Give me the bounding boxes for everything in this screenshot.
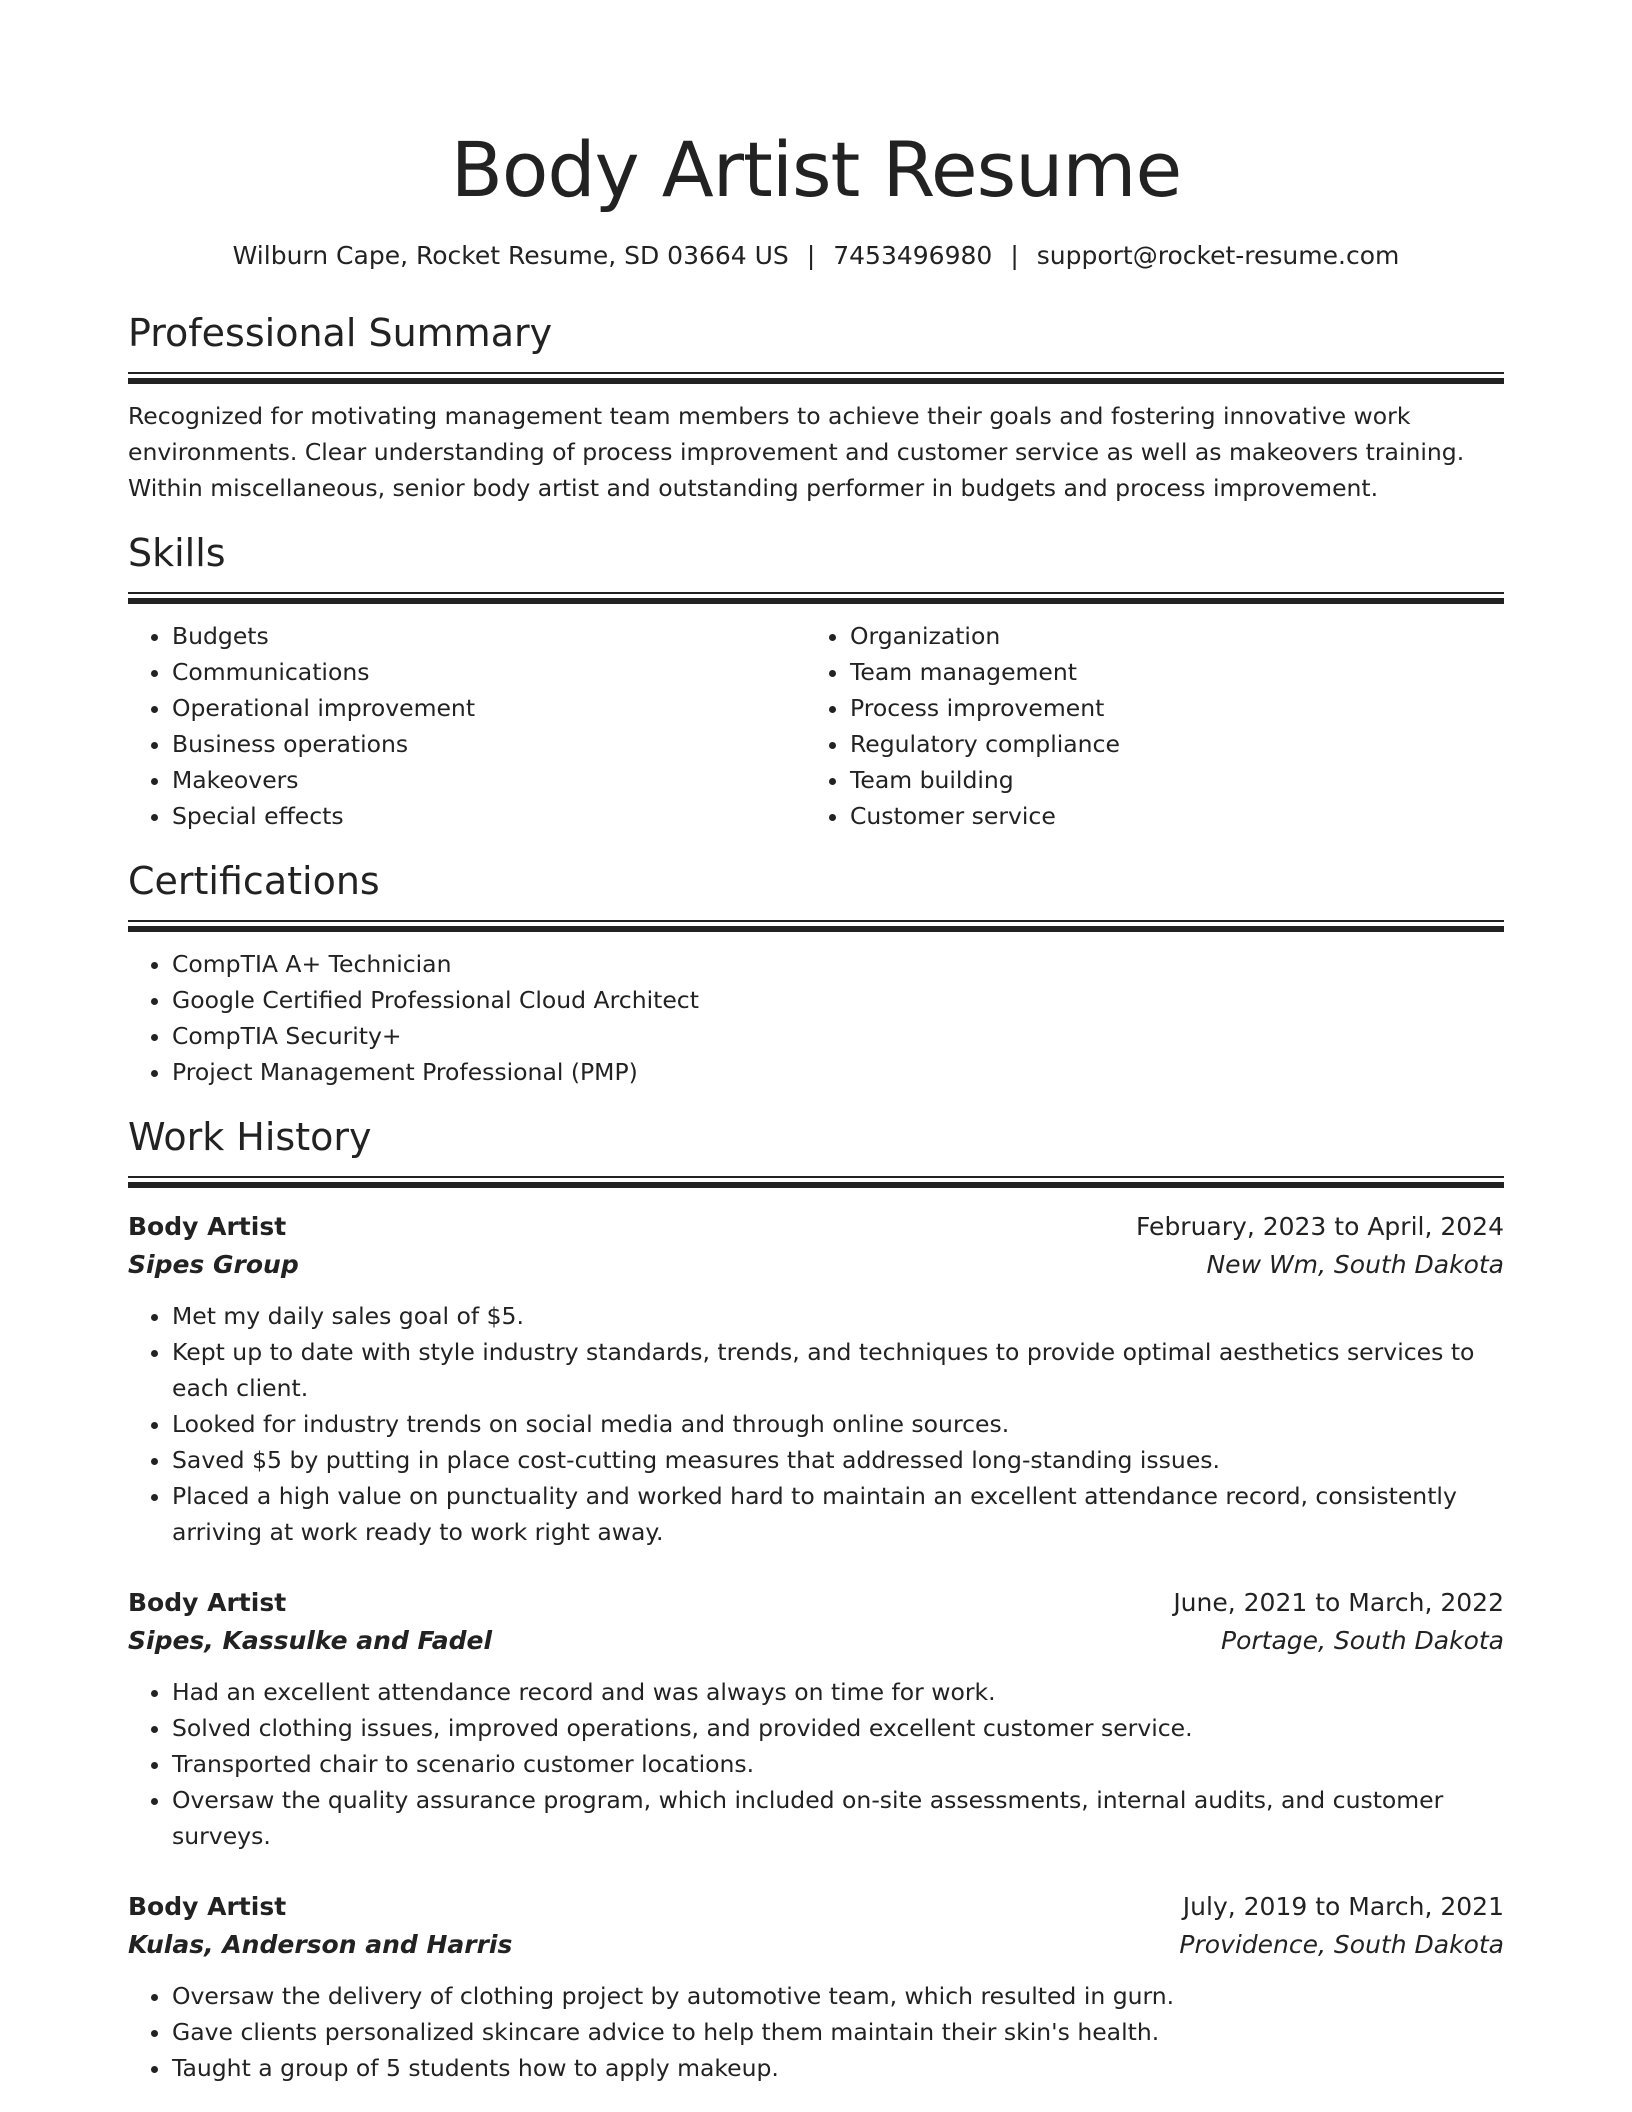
- job-header: [128, 1584, 1504, 1622]
- job-duty: • Oversaw the delivery of clothing project by automotive team, which resulted in gurn.: [172, 1978, 1504, 2014]
- job-duties: [128, 1978, 1504, 2086]
- job-duty: • Met my daily sales goal of $5.: [172, 1298, 1504, 1334]
- job-duty: • Placed a high value on punctuality and worked hard to maintain an excellent attendance record, consistently arriving at work ready to work right away.: [172, 1478, 1504, 1550]
- skills-section: [128, 528, 1504, 834]
- contact-line: [128, 238, 1504, 274]
- job-duties: [128, 1674, 1504, 1854]
- skill-item: • Special effects: [172, 798, 806, 834]
- job-duty: • Saved $5 by putting in place cost-cutting measures that addressed long-standing issues.: [172, 1442, 1504, 1478]
- job-duty: • Transported chair to scenario customer locations.: [172, 1746, 1504, 1782]
- skills-list-right: [806, 618, 1484, 834]
- job-dates: June, 2021 to March, 2022: [1173, 1588, 1504, 1617]
- job-title: Body Artist: [128, 1212, 287, 1241]
- job-duties: [128, 1298, 1504, 1550]
- job-duty: • Solved clothing issues, improved operations, and provided excellent customer service.: [172, 1710, 1504, 1746]
- skill-item: • Team management: [850, 654, 1484, 690]
- job-duty: • Had an excellent attendance record and was always on time for work.: [172, 1674, 1504, 1710]
- job-entry: [128, 1584, 1504, 1854]
- contact-separator: |: [1010, 241, 1019, 270]
- job-subheader: [128, 1926, 1504, 1964]
- job-location: Providence, South Dakota: [1179, 1930, 1504, 1959]
- contact-address: Wilburn Cape, Rocket Resume, SD 03664 US: [232, 241, 789, 270]
- section-divider: [128, 592, 1504, 604]
- section-divider: [128, 1176, 1504, 1188]
- skill-item: • Operational improvement: [172, 690, 806, 726]
- section-divider: [128, 372, 1504, 384]
- section-heading-certifications: Certifications: [128, 859, 380, 903]
- contact-email: support@rocket-resume.com: [1036, 241, 1400, 270]
- certifications-section: [128, 856, 1504, 1090]
- skill-item: • Communications: [172, 654, 806, 690]
- job-company: Sipes, Kassulke and Fadel: [128, 1626, 493, 1655]
- skill-item: • Regulatory compliance: [850, 726, 1484, 762]
- job-title: Body Artist: [128, 1588, 287, 1617]
- job-dates: February, 2023 to April, 2024: [1136, 1212, 1504, 1241]
- summary-section: [128, 308, 1504, 506]
- summary-text: Recognized for motivating management team members to achieve their goals and fostering innovative work environments. Clear understanding of process improvement and customer service as well as makeovers training. Within miscellaneous, senior body artist and outstanding performer in budgets and process improvement.: [128, 402, 1465, 502]
- section-heading-summary: Professional Summary: [128, 311, 553, 355]
- certification-item: • Google Certified Professional Cloud Architect: [172, 982, 1504, 1018]
- job-header: [128, 1888, 1504, 1926]
- resume-page: [128, 0, 1504, 2086]
- section-divider: [128, 920, 1504, 932]
- job-duty: • Gave clients personalized skincare advice to help them maintain their skin's health.: [172, 2014, 1504, 2050]
- skill-item: • Organization: [850, 618, 1484, 654]
- work-history-section: [128, 1112, 1504, 2086]
- certification-item: • Project Management Professional (PMP): [172, 1054, 1504, 1090]
- page-title: Body Artist Resume: [450, 125, 1182, 214]
- skill-item: • Customer service: [850, 798, 1484, 834]
- job-subheader: [128, 1246, 1504, 1284]
- job-location: New Wm, South Dakota: [1206, 1250, 1504, 1279]
- job-duty: • Taught a group of 5 students how to apply makeup.: [172, 2050, 1504, 2086]
- skills-column-left: [128, 618, 806, 834]
- job-duty: • Oversaw the quality assurance program, which included on-site assessments, internal audits, and customer surveys.: [172, 1782, 1504, 1854]
- skills-column-right: [806, 618, 1484, 834]
- skill-item: • Makeovers: [172, 762, 806, 798]
- job-location: Portage, South Dakota: [1221, 1626, 1504, 1655]
- job-duty: • Kept up to date with style industry standards, trends, and techniques to provide optimal aesthetics services to each client.: [172, 1334, 1504, 1406]
- skills-list-left: [128, 618, 806, 834]
- skill-item: • Process improvement: [850, 690, 1484, 726]
- job-entry: [128, 1888, 1504, 2086]
- skill-item: • Budgets: [172, 618, 806, 654]
- job-header: [128, 1208, 1504, 1246]
- job-duty: • Looked for industry trends on social media and through online sources.: [172, 1406, 1504, 1442]
- job-title: Body Artist: [128, 1892, 287, 1921]
- section-heading-work-history: Work History: [128, 1115, 372, 1159]
- job-dates: July, 2019 to March, 2021: [1182, 1892, 1504, 1921]
- contact-phone: 7453496980: [833, 241, 993, 270]
- job-company: Kulas, Anderson and Harris: [128, 1930, 513, 1959]
- skills-columns: [128, 618, 1504, 834]
- job-company: Sipes Group: [128, 1250, 299, 1279]
- certification-item: • CompTIA Security+: [172, 1018, 1504, 1054]
- job-entry: [128, 1208, 1504, 1550]
- certification-item: • CompTIA A+ Technician: [172, 946, 1504, 982]
- section-heading-skills: Skills: [128, 531, 226, 575]
- contact-separator: |: [806, 241, 816, 270]
- job-subheader: [128, 1622, 1504, 1660]
- skill-item: • Business operations: [172, 726, 806, 762]
- skill-item: • Team building: [850, 762, 1484, 798]
- certifications-list: [128, 946, 1504, 1090]
